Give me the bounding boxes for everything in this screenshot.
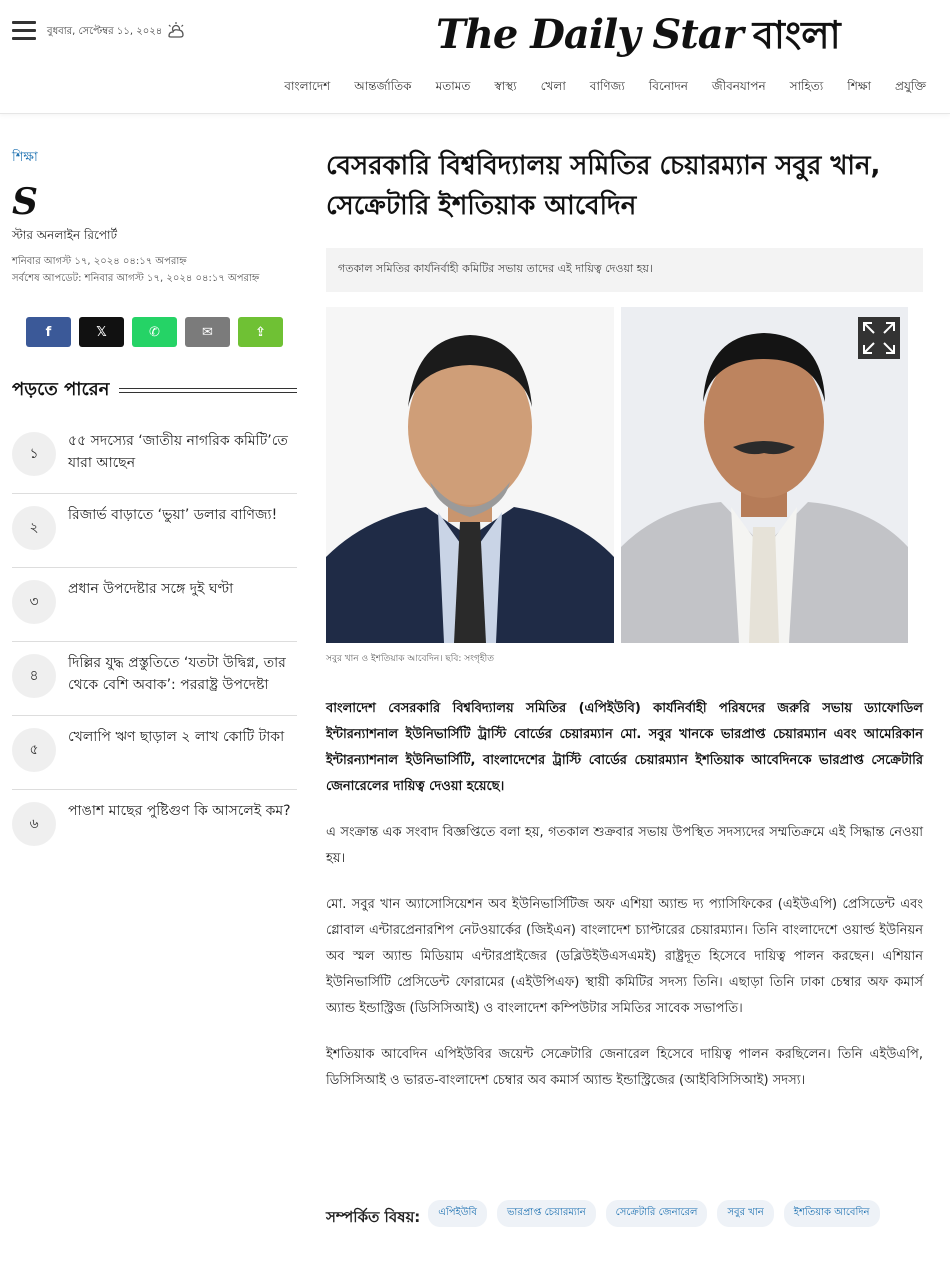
tag-list bbox=[428, 1200, 898, 1227]
article-meta bbox=[12, 253, 297, 287]
item-title[interactable]: প্রধান উপদেষ্টার সঙ্গে দুই ঘণ্টা bbox=[68, 581, 234, 597]
list-item[interactable] bbox=[12, 420, 297, 494]
article-main bbox=[326, 146, 923, 1114]
read-more-heading bbox=[12, 375, 297, 406]
related-label: সম্পর্কিত বিষয়: bbox=[326, 1208, 421, 1226]
list-item[interactable] bbox=[12, 568, 297, 642]
nav-item[interactable]: প্রযুক্তি bbox=[895, 79, 926, 93]
logo-english: The Daily Star bbox=[436, 11, 743, 58]
article-photo[interactable] bbox=[326, 307, 915, 643]
nav-item[interactable]: বাণিজ্য bbox=[589, 79, 625, 93]
article-summary: গতকাল সমিতির কার্যনির্বাহী কমিটির সভায় তাদের এই দায়িত্ব দেওয়া হয়। bbox=[326, 248, 923, 292]
site-header bbox=[0, 0, 950, 114]
facebook-share-button[interactable]: f bbox=[26, 317, 71, 347]
nav-item[interactable]: বিনোদন bbox=[648, 79, 688, 93]
nav-item[interactable]: আন্তর্জাতিক bbox=[354, 79, 412, 93]
nav-item[interactable]: জীবনযাপন bbox=[711, 79, 766, 93]
portrait-left bbox=[326, 307, 614, 643]
whatsapp-share-button[interactable]: ✆ bbox=[132, 317, 177, 347]
tag[interactable]: ইশতিয়াক আবেদিন bbox=[784, 1200, 880, 1227]
article-title: বেসরকারি বিশ্ববিদ্যালয় সমিতির চেয়ারম্যান সবুর খান, সেক্রেটারি ইশতিয়াক আবেদিন bbox=[326, 151, 881, 221]
share-bar bbox=[12, 317, 297, 347]
article-paragraph: বাংলাদেশ বেসরকারি বিশ্ববিদ্যালয় সমিতির (এপিইউবি) কার্যনির্বাহী পরিষদের জরুরি সভায় ড্যাফোডিল ইন্টারন্যাশনাল ইউনিভার্সিটি ট্রাস্টি বোর্ডের চেয়ারম্যান মো. সবুর খানকে ভারপ্রাপ্ত চেয়ারম্যান এবং আমেরিকান ইন্টারন্যাশনাল ইউনিভার্সিটি, বাংলাদেশের ট্রাস্টি বোর্ডের চেয়ারম্যান ইশতিয়াক আবেদিনকে ভারপ্রাপ্ত সেক্রেটারি জেনারেলের দায়িত্ব দেওয়া হয়েছে। bbox=[326, 701, 923, 794]
author-name[interactable]: স্টার অনলাইন রিপোর্ট bbox=[12, 228, 118, 242]
email-share-button[interactable]: ✉ bbox=[185, 317, 230, 347]
item-title[interactable]: দিল্লির যুদ্ধ প্রস্তুতিতে ‘যতটা উদ্বিগ্ন, তার থেকে বেশি অবাক’: পররাষ্ট্র উপদেষ্টা bbox=[68, 655, 286, 693]
article-paragraph: মো. সবুর খান অ্যাসোসিয়েশন অব ইউনিভার্সিটিজ অফ এশিয়া অ্যান্ড দ্য প্যাসিফিকের (এইউএপি) প্রেসিডেন্ট এবং গ্লোবাল এন্টারপ্রেনারশিপ নেটওয়ার্কের (জিইএন) বাংলাদেশ চ্যাপ্টারের চেয়ারম্যান। তিনি বাংলাদেশে ওয়ার্ল্ড ইউনিয়ন অব স্মল অ্যান্ড মিডিয়াম এন্টারপ্রাইজের (ডব্লিউইউএসএমই) রাষ্ট্রদূত হিসেবে দায়িত্ব পালন করছেন। এশিয়ান ইউনিভার্সিটি প্রেসিডেন্ট ফোরামের (এইউপিএফ) স্থায়ী কমিটির সদস্য তিনি। এছাড়া তিনি ঢাকা চেম্বার অফ কমার্স অ্যান্ড ইন্ডাস্ট্রিজ (ডিসিসিআই) ও বাংলাদেশ কম্পিউটার সমিতির সাবেক সভাপতি। bbox=[326, 897, 923, 1016]
article-body bbox=[326, 696, 923, 1094]
menu-icon[interactable] bbox=[12, 21, 36, 41]
tag[interactable]: ভারপ্রাপ্ত চেয়ারম্যান bbox=[497, 1200, 596, 1227]
site-logo[interactable] bbox=[436, 6, 841, 62]
tag[interactable]: সেক্রেটারি জেনারেল bbox=[606, 1200, 708, 1227]
list-item[interactable] bbox=[12, 642, 297, 716]
item-number: ১ bbox=[12, 432, 56, 476]
item-title[interactable]: খেলাপি ঋণ ছাড়াল ২ লাখ কোটি টাকা bbox=[68, 729, 285, 745]
share-button[interactable]: ⇪ bbox=[238, 317, 283, 347]
nav-item[interactable]: বাংলাদেশ bbox=[284, 79, 331, 93]
portrait-left-image bbox=[326, 307, 614, 643]
article-category[interactable]: শিক্ষা bbox=[12, 150, 38, 165]
nav-item[interactable]: শিক্ষা bbox=[847, 79, 872, 93]
nav-item[interactable]: সাহিত্য bbox=[789, 79, 824, 93]
nav-item[interactable]: মতামত bbox=[435, 79, 471, 93]
logo-bangla: বাংলা bbox=[752, 13, 841, 57]
related-topics bbox=[326, 1200, 923, 1231]
read-more-list bbox=[12, 420, 297, 864]
portrait-right bbox=[621, 307, 908, 643]
item-title[interactable]: রিজার্ভ বাড়াতে ‘ভুয়া’ ডলার বাণিজ্য! bbox=[68, 507, 278, 523]
item-number: ২ bbox=[12, 506, 56, 550]
item-title[interactable]: ৫৫ সদস্যের ‘জাতীয় নাগরিক কমিটি’তে যারা আছেন bbox=[68, 433, 288, 471]
item-number: ৪ bbox=[12, 654, 56, 698]
list-item[interactable] bbox=[12, 494, 297, 568]
heading-divider bbox=[119, 388, 297, 393]
x-share-button[interactable]: 𝕏 bbox=[79, 317, 124, 347]
photo-caption: সবুর খান ও ইশতিয়াক আবেদিন। ছবি: সংগৃহীত bbox=[326, 654, 494, 664]
published-time: শনিবার আগস্ট ১৭, ২০২৪ ০৪:১৭ অপরাহ্ন bbox=[12, 256, 187, 267]
tag[interactable]: এপিইউবি bbox=[428, 1200, 487, 1227]
tag[interactable]: সবুর খান bbox=[717, 1200, 773, 1227]
weather-icon bbox=[165, 21, 187, 41]
nav-item[interactable]: স্বাস্থ্য bbox=[494, 79, 517, 93]
item-number: ৩ bbox=[12, 580, 56, 624]
current-date: বুধবার, সেপ্টেম্বর ১১, ২০২৪ bbox=[47, 26, 163, 37]
item-number: ৬ bbox=[12, 802, 56, 846]
updated-time: সর্বশেষ আপডেট: শনিবার আগস্ট ১৭, ২০২৪ ০৪:১৭ অপরাহ্ন bbox=[12, 273, 260, 284]
read-more-title: পড়তে পারেন bbox=[12, 379, 110, 400]
article-paragraph: এ সংক্রান্ত এক সংবাদ বিজ্ঞপ্তিতে বলা হয়, গতকাল শুক্রবার সভায় উপস্থিত সদস্যদের সম্মতিক্রমে এই সিদ্ধান্ত নেওয়া হয়। bbox=[326, 825, 923, 866]
item-title[interactable]: পাঙাশ মাছের পুষ্টিগুণ কি আসলেই কম? bbox=[68, 803, 291, 819]
author-logo-icon: S bbox=[12, 181, 38, 223]
expand-icon[interactable] bbox=[858, 317, 900, 359]
main-nav bbox=[284, 78, 926, 98]
item-number: ৫ bbox=[12, 728, 56, 772]
nav-item[interactable]: খেলা bbox=[540, 79, 566, 93]
list-item[interactable] bbox=[12, 790, 297, 864]
list-item[interactable] bbox=[12, 716, 297, 790]
sidebar bbox=[12, 148, 297, 864]
article-paragraph: ইশতিয়াক আবেদিন এপিইউবির জয়েন্ট সেক্রেটারি জেনারেল হিসেবে দায়িত্ব পালন করছিলেন। তিনি এইউএপি, ডিসিসিআই ও ভারত-বাংলাদেশ চেম্বার অব কমার্স অ্যান্ড ইন্ডাস্ট্রিজের (আইবিসিসিআই) সদস্য। bbox=[326, 1047, 923, 1088]
